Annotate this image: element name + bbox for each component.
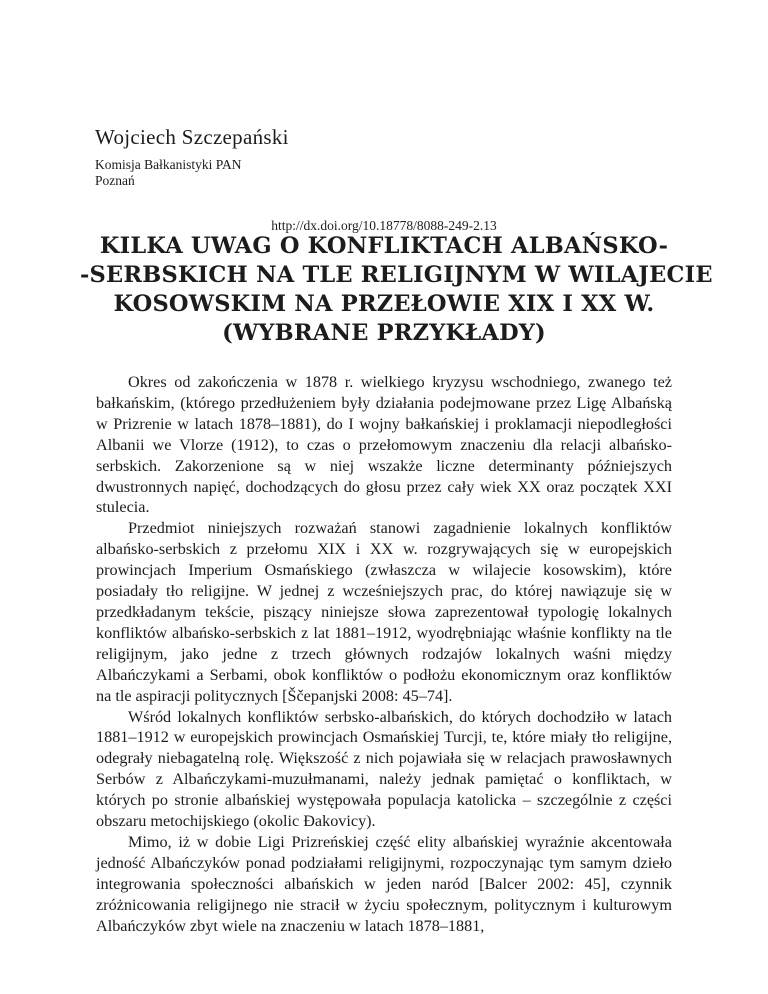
title-line: KILKA UWAG O KONFLIKTACH ALBAŃSKO- <box>99 233 669 259</box>
affiliation-line: Komisja Bałkanistyki PAN <box>95 157 242 172</box>
body-text <box>96 372 672 936</box>
title-line: -SERBSKICH NA TLE RELIGIJNYM W WILAJECIE <box>80 262 713 288</box>
paragraph: Przedmiot niniejszych rozważań stanowi zagadnienie lokalnych konfliktów albańsko-serbskich z przełomu XIX i XX w. rozgrywających się w europejskich prowincjach Imperium Osmańskiego (zwłaszcza w wilajecie kosowskim), które posiadały tło religijne. W jednej z wcześniejszych prac, do której nawiązuje się w przedkładanym tekście, piszący niniejsze słowa zaprezentował typologię lokalnych konfliktów albańsko-serbskich z lat 1881–1912, wyodrębniając właśnie konflikty na tle religijnym, jako jedne z trzech głównych rodzajów lokalnych waśni między Albańczykami a Serbami, obok konfliktów o podłożu ekonomicznym oraz konfliktów na tle aspiracji politycznych [Ščepanjski 2008: 45–74]. <box>96 519 672 705</box>
paragraph: Wśród lokalnych konfliktów serbsko-albańskich, do których dochodziło w latach 1881–1912 w europejskich prowincjach Osmańskiej Turcji, te, które miały tło religijne, odegrały niebagatelną rolę. Większość z nich pojawiała się w relacjach prawosławnych Serbów z Albańczykami-muzułmanami, należy jednak pamiętać o konfliktach, w których po stronie albańskiej występowała populacja katolicka – szczególnie z części obszaru metochijskiego (okolic Đakovicy). <box>96 707 672 831</box>
paragraph: Okres od zakończenia w 1878 r. wielkiego kryzysu wschodniego, zwanego też bałkańskim, (którego przedłużeniem były działania podejmowane przez Ligę Albańską w Prizrenie w latach 1878–1881), do I wojny bałkańskiej i proklamacji niepodległości Albanii we Vlorze (1912), to czas o przełomowym znaczeniu dla relacji albańsko-serbskich. Zakorzenione są w niej wszakże liczne determinanty późniejszych dwustronnych napięć, dochodzących do głosu przez cały wiek XX oraz początek XXI stulecia. <box>96 373 672 517</box>
affiliation <box>95 157 289 189</box>
author-name: Wojciech Szczepański <box>95 125 289 149</box>
affiliation-line: Poznań <box>95 173 135 188</box>
title-line: (WYBRANE PRZYKŁADY) <box>222 320 546 346</box>
article-title <box>80 232 713 348</box>
author-block <box>95 125 289 189</box>
doi-link[interactable]: http://dx.doi.org/10.18778/8088-249-2.13 <box>271 218 497 233</box>
title-line: KOSOWSKIM NA PRZEŁOWIE XIX I XX W. <box>113 291 655 317</box>
paragraph: Mimo, iż w dobie Ligi Prizreńskiej część elity albańskiej wyraźnie akcentowała jedność Albańczyków ponad podziałami religijnymi, rozpoczynając tym samym dzieło integrowania społeczności albańskich w jeden naród [Balcer 2002: 45], czynnik zróżnicowania religijnego nie stracił w życiu społecznym, politycznym i kulturowym Albańczyków zbyt wiele na znaczeniu w latach 1878–1881, <box>96 832 672 935</box>
